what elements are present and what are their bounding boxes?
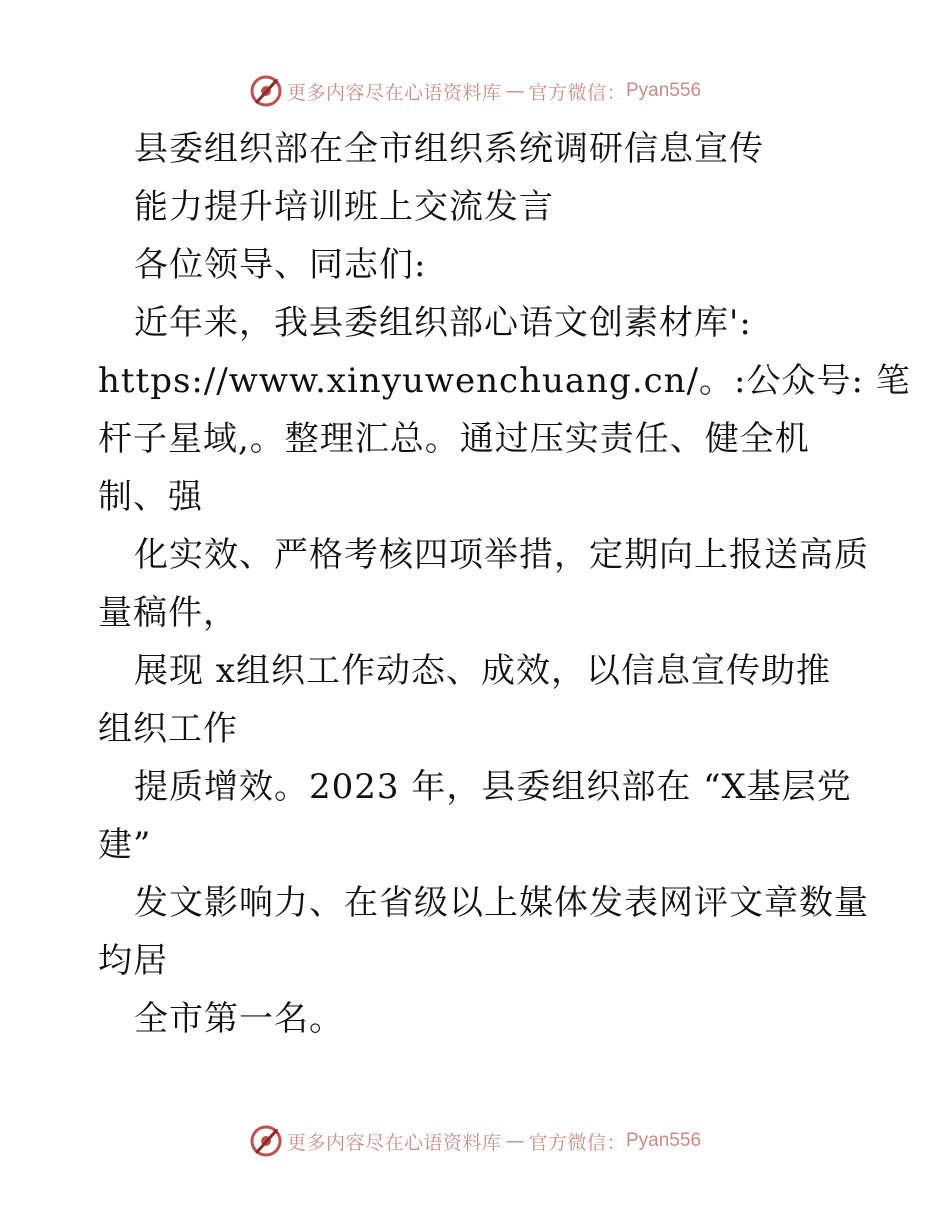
paragraph-line: 均居 <box>98 941 168 981</box>
pen-logo-icon <box>249 1124 283 1158</box>
watermark-label: 官方微信： <box>528 81 626 104</box>
watermark-text: 更多内容尽在心语资料库 <box>286 1131 502 1154</box>
paragraph-line: 组织工作 <box>98 709 238 749</box>
document-body <box>98 120 911 1048</box>
paragraph-line: 提质增效。2023 年，县委组织部在 “X基层党 <box>134 767 852 807</box>
header-watermark <box>0 74 950 108</box>
watermark-handle: Pyan556 <box>626 1130 702 1151</box>
watermark-handle: Pyan556 <box>626 80 702 101</box>
paragraph-line: 展现 x组织工作动态、成效，以信息宣传助推 <box>134 651 831 691</box>
paragraph-line: 近年来，我县委组织部心语文创素材库': <box>134 303 752 343</box>
watermark-separator: — <box>505 80 525 102</box>
paragraph-line: 化实效、严格考核四项举措，定期向上报送高质 <box>134 535 869 575</box>
pen-logo-icon <box>249 74 283 108</box>
document-title-line-2: 能力提升培训班上交流发言 <box>134 187 554 227</box>
paragraph-line: 发文影响力、在省级以上媒体发表网评文章数量 <box>134 883 869 923</box>
watermark-text: 更多内容尽在心语资料库 <box>286 81 502 104</box>
document-title-line-1: 县委组织部在全市组织系统调研信息宣传 <box>134 129 764 169</box>
paragraph-line: 杆子星域,。整理汇总。通过压实责任、健全机 <box>98 419 810 459</box>
paragraph-line: https://www.xinyuwenchuang.cn/。:公众号: 笔 <box>98 361 911 401</box>
paragraph-line: 制、强 <box>98 477 203 517</box>
watermark-label: 官方微信： <box>528 1131 626 1154</box>
paragraph-line: 建” <box>98 825 152 865</box>
watermark-separator: — <box>505 1130 525 1152</box>
paragraph-line: 全市第一名。 <box>134 999 344 1039</box>
footer-watermark <box>0 1124 950 1158</box>
paragraph-line: 量稿件， <box>98 593 238 633</box>
salutation: 各位领导、同志们: <box>134 245 427 285</box>
